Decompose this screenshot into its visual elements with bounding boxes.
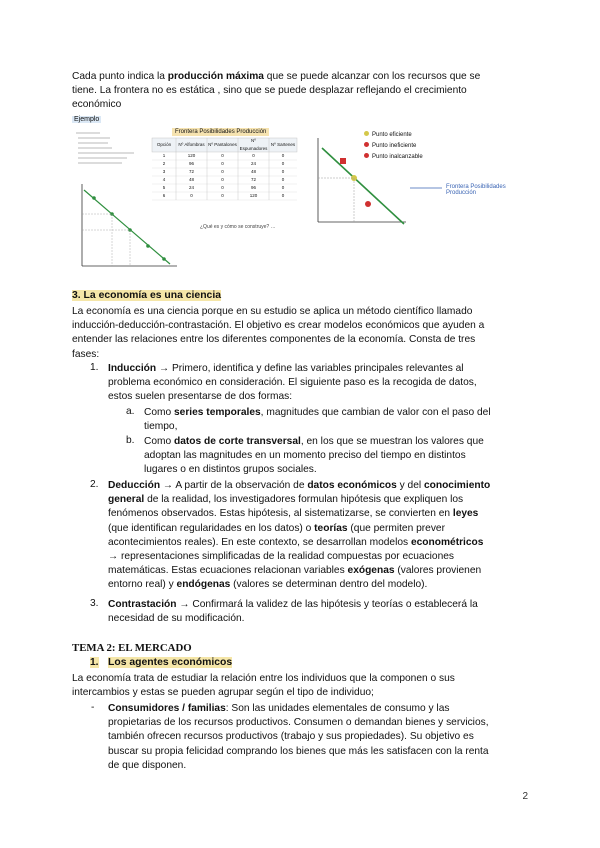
example-title: Ejemplo [74,116,100,123]
contrastacion-item: Contrastación → Confirmará la validez de las hipótesis y teorías o establecerá la necesidad de su modificación. [108,599,478,625]
ppf-question: ¿Qué es y cómo se construye? … [200,224,276,230]
deduccion-number: 2. [90,479,99,490]
induccion-a-item: Como series temporales, magnitudes que cambian de valor con el paso del tiempo, [144,407,491,433]
tema2-sub-number: 1. [90,657,99,668]
consumidores-item: Consumidores / familias: Son las unidades elementales de consumo y las propietarias de los recursos productivos. Consumen o demandan bienes y servicios, también ofrecen recursos productivos (trabajo y sus propiedades). Su objetivo es buscar su propia felicidad comprando los bienes que más les satisfacen con la renta de que disponen. [108,703,489,771]
induccion-number: 1. [90,362,99,373]
consumidores-dash: - [91,702,95,713]
induccion-b-mark: b. [126,435,135,446]
tema2-paragraph: La economía trata de estudiar la relación entre los individuos que la componen o sus intercambios y estas se pueden agrupar según el tipo de individuo; [72,673,455,699]
table-title: Frontera Posibilidades Producción [172,128,269,136]
section3-heading: 3. La economía es una ciencia [72,290,221,301]
page-number: 2 [522,791,528,802]
section3-paragraph: La economía es una ciencia porque en su estudio se aplica un método científico llamado inducción-deducción-contrastación. El objetivo es crear modelos económicos que ayuden a entender las relaciones entre los diferentes componentes de la economía. Consta de tres fases: [72,306,485,360]
efficiency-figure [306,126,536,238]
induccion-a-mark: a. [126,406,135,417]
contrastacion-number: 3. [90,598,99,609]
induccion-item: Inducción → Primero, identifica y define las variables principales relevantes al problema económico en consideración. El siguiente paso es la recogida de datos, estos suelen presentarse de dos formas: [108,363,477,403]
tema2-heading: TEMA 2: EL MERCADO [72,642,192,654]
efficiency-legend [364,130,423,163]
induccion-b-item: Como datos de corte transversal, en los que se muestran los valores que adoptan las magnitudes en un momento preciso del tiempo en distintos lugares o en distintos grupos sociales. [144,436,484,476]
deduccion-item: Deducción → A partir de la observación de datos económicos y del conocimiento general de la realidad, los investigadores formulan hipótesis que expliquen los fenómenos observados. Estas hipótesis, al sistematizarse, se convierten en leyes (que identifican regularidades en los datos) o teorías (que permiten prever acontecimientos reales). En este contexto, se desarrollan modelos econométricos → representaciones simplificadas de la realidad compuestas por ecuaciones matemáticas. Estas ecuaciones relacionan variables exógenas (valores provienen entorno real) y endógenas (valores se determinan dentro del modelo). [108,480,491,591]
intro-paragraph: Cada punto indica la producción máxima que se puede alcanzar con los recursos que se tiene. La frontera no es estática , sino que se puede desplazar reflejando el crecimiento económico [72,71,481,111]
ppf-example-figure [72,116,302,276]
frontier-label: Frontera Posibilidades Producción [446,184,506,196]
ppf-table-text: Opción Nº Alfombras Nº Pantalones Nº Espumadores Nº Sartenes 1 120 0 0 0 2 96 0 24 0 3 72 0 48 0 4 48 0 72 0 5 24 0 96 0 6 0 0 120 0 [156,138,296,198]
legend-inefficient: Punto ineficiente [364,141,423,152]
tema2-subheading: Los agentes económicos [108,657,233,668]
legend-unattainable: Punto inalcanzable [364,152,423,163]
legend-efficient: Punto eficiente [364,130,423,141]
